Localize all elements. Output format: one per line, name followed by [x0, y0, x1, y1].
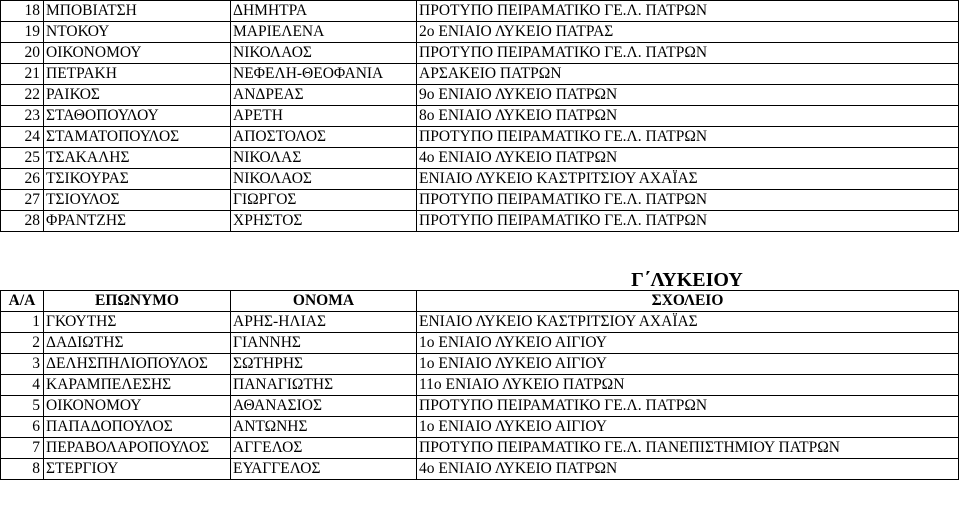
cell-surname: ΤΣΙΟΥΛΟΣ: [44, 190, 231, 211]
table-row: [1, 169, 959, 190]
table-row: [1, 417, 959, 438]
cell-school: ΠΡΟΤΥΠΟ ΠΕΙΡΑΜΑΤΙΚΟ ΓΕ.Λ. ΠΑΤΡΩΝ: [417, 211, 959, 232]
table-row: [1, 22, 959, 43]
table-row: [1, 85, 959, 106]
cell-name: ΜΑΡΙΕΛΕΝΑ: [231, 22, 417, 43]
cell-school: 11ο ΕΝΙΑΙΟ ΛΥΚΕΙΟ ΠΑΤΡΩΝ: [417, 375, 959, 396]
table-row: [1, 354, 959, 375]
cell-surname: ΚΑΡΑΜΠΕΛΕΣΗΣ: [44, 375, 231, 396]
cell-surname: ΠΕΤΡΑΚΗ: [44, 64, 231, 85]
table-row: [1, 438, 959, 459]
cell-number: 25: [1, 148, 44, 169]
cell-number: 28: [1, 211, 44, 232]
cell-name: ΔΗΜΗΤΡΑ: [231, 1, 417, 22]
table-row: [1, 333, 959, 354]
cell-name: ΑΡΕΤΗ: [231, 106, 417, 127]
cell-number: 26: [1, 169, 44, 190]
cell-surname: ΣΤΕΡΓΙΟΥ: [44, 459, 231, 480]
cell-surname: ΔΕΛΗΣΠΗΛΙΟΠΟΥΛΟΣ: [44, 354, 231, 375]
cell-surname: ΣΤΑΘΟΠΟΥΛΟΥ: [44, 106, 231, 127]
section-title: Γ΄ΛΥΚΕΙΟΥ: [631, 269, 743, 291]
grade-c-student-table: [0, 290, 959, 480]
cell-name: ΑΓΓΕΛΟΣ: [231, 438, 417, 459]
cell-school: ΕΝΙΑΙΟ ΛΥΚΕΙΟ ΚΑΣΤΡΙΤΣΙΟΥ ΑΧΑΪΑΣ: [417, 169, 959, 190]
cell-name: ΑΡΗΣ-ΗΛΙΑΣ: [231, 312, 417, 333]
cell-name: ΓΙΑΝΝΗΣ: [231, 333, 417, 354]
cell-school: 4ο ΕΝΙΑΙΟ ΛΥΚΕΙΟ ΠΑΤΡΩΝ: [417, 148, 959, 169]
table-row: [1, 396, 959, 417]
cell-name: ΕΥΑΓΓΕΛΟΣ: [231, 459, 417, 480]
cell-number: 5: [1, 396, 44, 417]
cell-school: 8ο ΕΝΙΑΙΟ ΛΥΚΕΙΟ ΠΑΤΡΩΝ: [417, 106, 959, 127]
cell-surname: ΠΕΡΑΒΟΛΑΡΟΠΟΥΛΟΣ: [44, 438, 231, 459]
cell-school: 1ο ΕΝΙΑΙΟ ΛΥΚΕΙΟ ΑΙΓΙΟΥ: [417, 354, 959, 375]
cell-school: 4ο ΕΝΙΑΙΟ ΛΥΚΕΙΟ ΠΑΤΡΩΝ: [417, 459, 959, 480]
table-row: [1, 64, 959, 85]
cell-surname: ΦΡΑΝΤΖΗΣ: [44, 211, 231, 232]
cell-number: 22: [1, 85, 44, 106]
table-row: [1, 148, 959, 169]
top-student-table-body: [1, 1, 959, 232]
cell-surname: ΔΑΔΙΩΤΗΣ: [44, 333, 231, 354]
cell-name: ΑΘΑΝΑΣΙΟΣ: [231, 396, 417, 417]
table-row: [1, 459, 959, 480]
cell-name: ΝΙΚΟΛΑΟΣ: [231, 43, 417, 64]
cell-school: 2ο ΕΝΙΑΙΟ ΛΥΚΕΙΟ ΠΑΤΡΑΣ: [417, 22, 959, 43]
table-row: [1, 43, 959, 64]
cell-surname: ΤΣΑΚΑΛΗΣ: [44, 148, 231, 169]
cell-surname: ΡΑΙΚΟΣ: [44, 85, 231, 106]
table-row: [1, 1, 959, 22]
cell-name: ΑΝΔΡΕΑΣ: [231, 85, 417, 106]
cell-number: 3: [1, 354, 44, 375]
table-row: [1, 127, 959, 148]
cell-surname: ΓΚΟΥΤΗΣ: [44, 312, 231, 333]
header-name: ΟΝΟΜΑ: [231, 291, 417, 312]
header-number: Α/Α: [1, 291, 44, 312]
cell-school: 9ο ΕΝΙΑΙΟ ΛΥΚΕΙΟ ΠΑΤΡΩΝ: [417, 85, 959, 106]
cell-number: 8: [1, 459, 44, 480]
cell-number: 1: [1, 312, 44, 333]
cell-number: 2: [1, 333, 44, 354]
cell-school: ΠΡΟΤΥΠΟ ΠΕΙΡΑΜΑΤΙΚΟ ΓΕ.Λ. ΠΑΤΡΩΝ: [417, 1, 959, 22]
cell-school: 1ο ΕΝΙΑΙΟ ΛΥΚΕΙΟ ΑΙΓΙΟΥ: [417, 333, 959, 354]
cell-name: ΑΝΤΩΝΗΣ: [231, 417, 417, 438]
cell-name: ΣΩΤΗΡΗΣ: [231, 354, 417, 375]
cell-surname: ΜΠΟΒΙΑΤΣΗ: [44, 1, 231, 22]
table-row: [1, 211, 959, 232]
cell-number: 21: [1, 64, 44, 85]
cell-school: ΠΡΟΤΥΠΟ ΠΕΙΡΑΜΑΤΙΚΟ ΓΕ.Λ. ΠΑΤΡΩΝ: [417, 190, 959, 211]
cell-name: ΑΠΟΣΤΟΛΟΣ: [231, 127, 417, 148]
cell-name: ΠΑΝΑΓΙΩΤΗΣ: [231, 375, 417, 396]
cell-surname: ΟΙΚΟΝΟΜΟΥ: [44, 396, 231, 417]
cell-name: ΧΡΗΣΤΟΣ: [231, 211, 417, 232]
cell-surname: ΝΤΟΚΟΥ: [44, 22, 231, 43]
cell-school: ΠΡΟΤΥΠΟ ΠΕΙΡΑΜΑΤΙΚΟ ΓΕ.Λ. ΠΑΤΡΩΝ: [417, 127, 959, 148]
cell-number: 4: [1, 375, 44, 396]
cell-surname: ΠΑΠΑΔΟΠΟΥΛΟΣ: [44, 417, 231, 438]
cell-school: ΠΡΟΤΥΠΟ ΠΕΙΡΑΜΑΤΙΚΟ ΓΕ.Λ. ΠΑΤΡΩΝ: [417, 43, 959, 64]
cell-number: 23: [1, 106, 44, 127]
table-row: [1, 190, 959, 211]
cell-surname: ΤΣΙΚΟΥΡΑΣ: [44, 169, 231, 190]
grade-c-student-table-body: [1, 291, 959, 480]
cell-number: 7: [1, 438, 44, 459]
cell-surname: ΣΤΑΜΑΤΟΠΟΥΛΟΣ: [44, 127, 231, 148]
cell-number: 6: [1, 417, 44, 438]
cell-surname: ΟΙΚΟΝΟΜΟΥ: [44, 43, 231, 64]
cell-school: ΑΡΣΑΚΕΙΟ ΠΑΤΡΩΝ: [417, 64, 959, 85]
cell-school: ΠΡΟΤΥΠΟ ΠΕΙΡΑΜΑΤΙΚΟ ΓΕ.Λ. ΠΑΤΡΩΝ: [417, 396, 959, 417]
cell-name: ΝΕΦΕΛΗ-ΘΕΟΦΑΝΙΑ: [231, 64, 417, 85]
cell-number: 24: [1, 127, 44, 148]
cell-number: 20: [1, 43, 44, 64]
cell-school: 1ο ΕΝΙΑΙΟ ΛΥΚΕΙΟ ΑΙΓΙΟΥ: [417, 417, 959, 438]
top-student-table: [0, 0, 959, 232]
table-row: [1, 375, 959, 396]
cell-name: ΝΙΚΟΛΑΟΣ: [231, 169, 417, 190]
cell-school: ΠΡΟΤΥΠΟ ΠΕΙΡΑΜΑΤΙΚΟ ΓΕ.Λ. ΠΑΝΕΠΙΣΤΗΜΙΟΥ ΠΑΤΡΩΝ: [417, 438, 959, 459]
cell-number: 18: [1, 1, 44, 22]
cell-number: 19: [1, 22, 44, 43]
header-school: ΣΧΟΛΕΙΟ: [417, 291, 959, 312]
cell-school: ΕΝΙΑΙΟ ΛΥΚΕΙΟ ΚΑΣΤΡΙΤΣΙΟΥ ΑΧΑΪΑΣ: [417, 312, 959, 333]
table-row: [1, 312, 959, 333]
cell-number: 27: [1, 190, 44, 211]
table-row: [1, 106, 959, 127]
table-header-row: [1, 291, 959, 312]
cell-name: ΝΙΚΟΛΑΣ: [231, 148, 417, 169]
header-surname: ΕΠΩΝΥΜΟ: [44, 291, 231, 312]
cell-name: ΓΙΩΡΓΟΣ: [231, 190, 417, 211]
